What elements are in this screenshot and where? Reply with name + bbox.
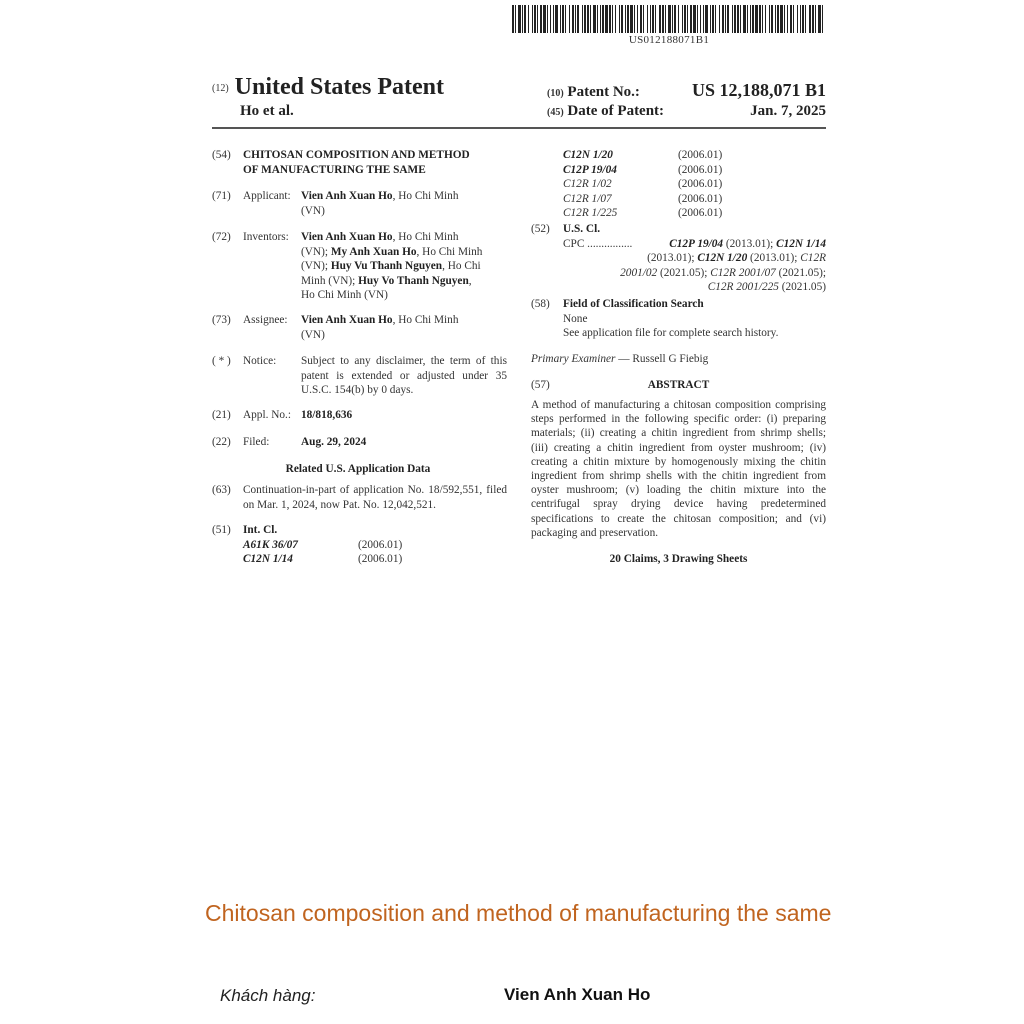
inid-code: (51) xyxy=(212,524,231,536)
cpc-code: C12R 2001/225 xyxy=(707,281,779,294)
cpc-code: C12R 2001/07 xyxy=(710,266,776,279)
primary-examiner xyxy=(531,352,826,367)
invention-title-line: CHITOSAN COMPOSITION AND METHOD xyxy=(243,149,470,161)
classification-row xyxy=(563,192,823,207)
cpc-line xyxy=(563,266,826,281)
inventor-name: My Anh Xuan Ho xyxy=(330,245,417,258)
cpc-code: C12R xyxy=(800,252,826,265)
invention-title-line: OF MANUFACTURING THE SAME xyxy=(243,163,426,176)
classification-version: (2006.01) xyxy=(678,207,723,220)
assignee-country: (VN) xyxy=(301,328,325,341)
inventor-location: , xyxy=(468,274,472,287)
field-filed-date xyxy=(212,435,512,450)
application-number: 18/818,636 xyxy=(301,409,353,421)
examiner-name: Russell G Fiebig xyxy=(632,353,709,365)
inid-code: (71) xyxy=(212,190,231,202)
search-note: See application file for complete search history. xyxy=(563,327,779,340)
classification-code: C12R 1/07 xyxy=(563,192,612,205)
inid-code: (58) xyxy=(531,298,550,310)
inid-code: (52) xyxy=(531,223,550,235)
examiner-label: Primary Examiner xyxy=(531,353,616,365)
cpc-version: (2021.05); xyxy=(657,266,711,279)
classification-row xyxy=(563,163,823,178)
inventor-location: Minh (VN); xyxy=(301,274,359,287)
inventor-location: (VN); xyxy=(301,245,331,258)
classification-code: C12R 1/02 xyxy=(563,178,612,191)
cpc-version: (2021.05); xyxy=(775,266,826,279)
inid-code: (54) xyxy=(212,149,231,161)
barcode-number: US012188071B1 xyxy=(628,34,710,46)
cpc-code: C12N 1/14 xyxy=(776,237,826,250)
classification-row xyxy=(563,177,823,192)
classification-code: C12N 1/20 xyxy=(563,149,613,161)
barcode xyxy=(512,5,826,33)
inventor-line xyxy=(301,288,512,303)
patent-type-heading xyxy=(212,74,444,101)
field-continuation xyxy=(212,483,507,512)
field-applicant xyxy=(212,189,512,218)
cpc-code: C12N 1/20 xyxy=(697,252,748,265)
classification-version: (2006.01) xyxy=(678,192,723,205)
field-label: Appl. No.: xyxy=(243,409,292,421)
inid-code: (72) xyxy=(212,231,231,243)
field-int-cl xyxy=(212,523,512,567)
inventor-line xyxy=(301,274,512,289)
cpc-version: (2013.01); xyxy=(747,252,801,265)
field-classification-search xyxy=(531,297,826,341)
classification-code: A61K 36/07 xyxy=(243,538,298,551)
abstract-heading-row xyxy=(531,378,826,393)
inid-code: ( * ) xyxy=(212,355,231,367)
inid-code: (63) xyxy=(212,484,231,496)
classification-row xyxy=(243,552,512,567)
assignee-name: Vien Anh Xuan Ho xyxy=(301,314,393,326)
field-title xyxy=(212,148,512,177)
patent-number-value: US 12,188,071 B1 xyxy=(691,80,826,100)
field-application-number xyxy=(212,408,512,423)
us-cl-label: U.S. Cl. xyxy=(563,223,601,235)
inventor-name: Vien Anh Xuan Ho xyxy=(301,231,393,243)
applicant-country: (VN) xyxy=(301,204,325,217)
inventor-location: (VN); xyxy=(301,260,331,273)
inid-code: (10) xyxy=(547,88,564,99)
document-caption: Chitosan composition and method of manufacturing the same xyxy=(205,900,832,926)
date-of-patent-value: Jan. 7, 2025 xyxy=(750,103,826,119)
inventor-location: , Ho Chi xyxy=(442,260,481,273)
client-label: Khách hàng: xyxy=(220,986,316,1005)
date-of-patent-row xyxy=(547,103,826,120)
cpc-line xyxy=(563,251,826,266)
field-label: Notice: xyxy=(243,355,277,367)
field-us-cl xyxy=(531,222,826,295)
classification-code: C12R 1/225 xyxy=(563,207,618,220)
inventor-name: Huy Vu Thanh Nguyen xyxy=(330,260,443,273)
field-label: Applicant: xyxy=(243,190,291,202)
client-name: Vien Anh Xuan Ho xyxy=(504,985,651,1004)
cpc-label: CPC ................ xyxy=(563,237,633,250)
cpc-version: (2013.01); xyxy=(647,252,698,265)
patent-number-label: Patent No.: xyxy=(567,84,640,100)
inid-code: (21) xyxy=(212,409,231,421)
cpc-version: (2013.01); xyxy=(723,237,777,250)
inventor-line xyxy=(301,259,512,274)
field-inventors xyxy=(212,230,512,303)
cpc-code: C12P 19/04 xyxy=(669,237,724,250)
inid-code: (73) xyxy=(212,314,231,326)
continuation-text: Continuation-in-part of application No. 18/592,551, filed on Mar. 1, 2024, now Pat. No. 12,042,521. xyxy=(243,484,507,511)
classification-version: (2006.01) xyxy=(358,538,403,551)
page-title: United States Patent xyxy=(234,74,444,100)
field-notice xyxy=(212,354,507,398)
inid-code: (22) xyxy=(212,436,231,448)
applicant-name: Vien Anh Xuan Ho xyxy=(301,190,393,202)
int-cl-label: Int. Cl. xyxy=(243,524,278,536)
assignee-location: , Ho Chi Minh xyxy=(392,314,459,326)
filed-date: Aug. 29, 2024 xyxy=(301,436,367,448)
inventor-line xyxy=(301,245,512,260)
inventor-line xyxy=(301,230,512,245)
related-data-heading: Related U.S. Application Data xyxy=(285,463,431,475)
inid-code: (57) xyxy=(531,379,550,391)
classification-version: (2006.01) xyxy=(678,149,723,161)
classification-version: (2006.01) xyxy=(678,163,723,176)
first-inventor-etal: Ho et al. xyxy=(240,103,294,119)
classification-code: C12N 1/14 xyxy=(243,553,293,566)
field-label: Assignee: xyxy=(243,314,288,326)
field-label: Filed: xyxy=(243,436,270,448)
inid-code: (45) xyxy=(547,107,564,118)
patent-number-row xyxy=(547,80,826,101)
classification-row xyxy=(563,206,823,221)
classification-row xyxy=(563,148,823,163)
applicant-location: , Ho Chi Minh xyxy=(392,190,459,202)
abstract-heading: ABSTRACT xyxy=(647,379,710,391)
cpc-line xyxy=(563,237,826,252)
search-value: None xyxy=(563,312,588,325)
inventor-name: Huy Vo Thanh Nguyen xyxy=(358,274,469,287)
classification-version: (2006.01) xyxy=(678,178,723,191)
field-label: Inventors: xyxy=(243,231,289,243)
separator: — xyxy=(615,353,633,365)
inid-code: (12) xyxy=(212,83,229,94)
date-of-patent-label: Date of Patent: xyxy=(567,103,665,119)
notice-text: Subject to any disclaimer, the term of this patent is extended or adjusted under 35 U.S.C. 154(b) by 0 days. xyxy=(301,355,507,397)
classification-version: (2006.01) xyxy=(358,553,403,566)
inventor-location: , Ho Chi Minh xyxy=(392,231,459,243)
classification-row xyxy=(243,538,512,553)
abstract-text: A method of manufacturing a chitosan composition comprising steps performed in the following specific order: (i) preparing materials; (ii) creating a chitin ingredient from shrimp shells; (iii) creating a chitin ingredient from oyster mushroom; (iv) creating a chitin mixture by homogenously mixing the chitin ingredient from shrimp shells with the chitin ingredient from oyster mushroom; (v) loading the chitin mixture into the centrifugal spray drying device having predetermined specifications to create the chitosan composition; and (vi) packaging and preservation. xyxy=(531,399,826,539)
int-cl-continued xyxy=(563,148,823,221)
cpc-version: (2021.05) xyxy=(778,281,826,294)
search-label: Field of Classification Search xyxy=(563,298,704,310)
inventor-location: , Ho Chi Minh xyxy=(416,245,483,258)
inventor-location: Ho Chi Minh (VN) xyxy=(301,289,388,302)
header-divider xyxy=(212,127,826,129)
classification-code: C12P 19/04 xyxy=(563,163,617,176)
field-assignee xyxy=(212,313,512,342)
cpc-code: 2001/02 xyxy=(620,266,658,279)
claims-summary: 20 Claims, 3 Drawing Sheets xyxy=(609,553,748,565)
cpc-line xyxy=(563,280,826,295)
